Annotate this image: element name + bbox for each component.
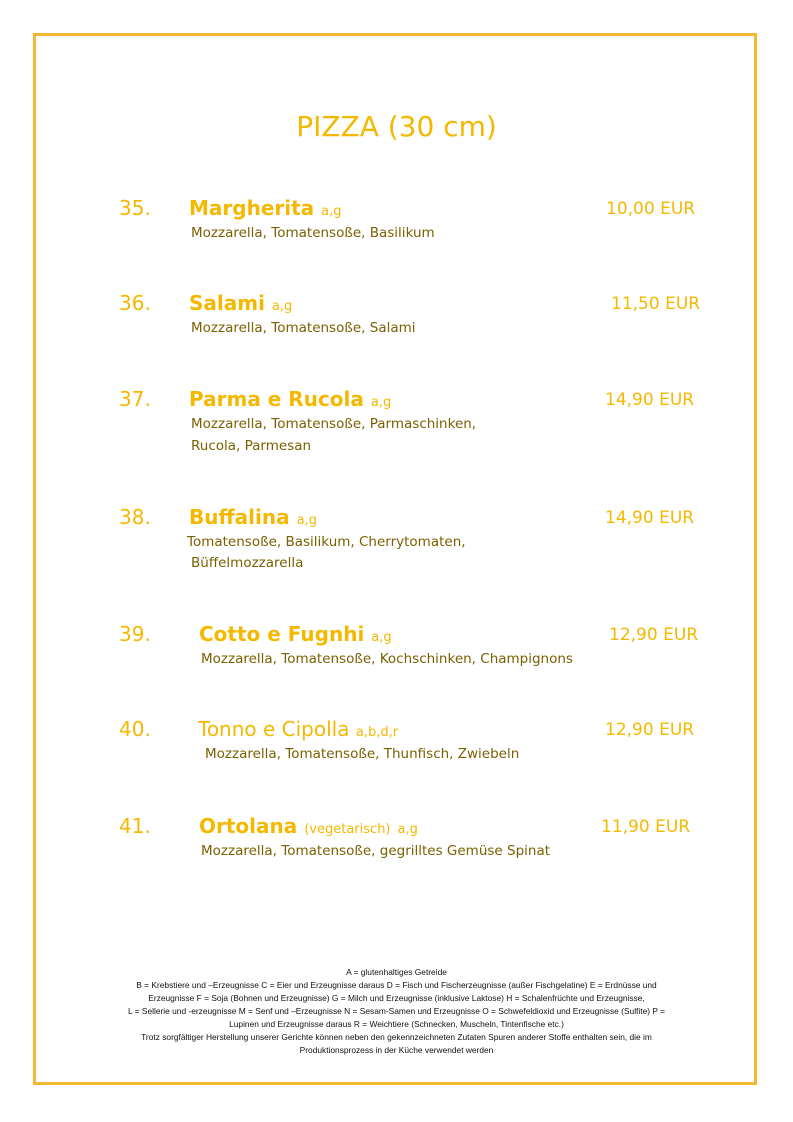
item-note: (vegetarisch) <box>304 822 391 837</box>
item-number: 36. <box>119 291 151 315</box>
item-name: Buffalina a,g <box>189 505 317 529</box>
menu-title: PIZZA (30 cm) <box>296 110 497 143</box>
legend-line: Erzeugnisse F = Soja (Bohnen und Erzeugnisse) G = Milch und Erzeugnisse (inklusive Laktose) H = Schalenfrüchte und Erzeugnisse, <box>148 993 645 1003</box>
item-allergens: a,b,d,r <box>355 725 399 740</box>
item-allergens: a,g <box>370 395 392 410</box>
allergen-legend <box>80 966 713 1057</box>
item-allergens: a,g <box>321 204 342 219</box>
item-allergens: a,g <box>397 822 418 837</box>
item-number: 39. <box>119 622 151 646</box>
page-border <box>33 33 757 1085</box>
item-name: Ortolana (vegetarisch) a,g <box>199 814 418 838</box>
item-allergens: a,g <box>371 630 392 645</box>
legend-line: L = Sellerie und -erzeugnisse M = Senf und –Erzeugnisse N = Sesam-Samen und Erzeugnisse O = Schwefeldioxid und Erzeugnisse (Sulfite) P = <box>128 1006 665 1016</box>
item-price: 11,90 EUR <box>601 817 691 837</box>
item-description: Mozzarella, Tomatensoße, Basilikum <box>191 225 435 241</box>
item-number: 37. <box>119 387 151 411</box>
item-allergens: a,g <box>271 299 293 314</box>
legend-line: Trotz sorgfältiger Herstellung unserer Gerichte können neben den gekennzeichneten Zutaten Spuren anderer Stoffe enthalten sein, die im <box>141 1032 652 1042</box>
item-price: 11,50 EUR <box>611 294 701 314</box>
item-allergens: a,g <box>296 513 317 528</box>
item-description: Büffelmozzarella <box>191 555 304 571</box>
item-description: Rucola, Parmesan <box>191 438 312 454</box>
item-price: 14,90 EUR <box>605 390 695 410</box>
item-description: Mozzarella, Tomatensoße, Thunfisch, Zwiebeln <box>205 746 520 762</box>
item-price: 10,00 EUR <box>606 199 696 219</box>
item-name: Cotto e Fugnhi a,g <box>199 622 392 646</box>
item-name: Tonno e Cipolla a,b,d,r <box>198 717 399 741</box>
item-description: Mozzarella, Tomatensoße, Kochschinken, Champignons <box>201 651 573 667</box>
item-number: 40. <box>119 717 151 741</box>
legend-line: Produktionsprozess in der Küche verwendet werden <box>299 1045 494 1055</box>
item-number: 35. <box>119 196 151 220</box>
item-description: Tomatensoße, Basilikum, Cherrytomaten, <box>187 534 466 550</box>
item-description: Mozzarella, Tomatensoße, Parmaschinken, <box>191 416 477 432</box>
item-description: Mozzarella, Tomatensoße, gegrilltes Gemüse Spinat <box>201 843 551 859</box>
item-name: Parma e Rucola a,g <box>189 387 392 411</box>
legend-line: B = Krebstiere und –Erzeugnisse C = Eier und Erzeugnisse daraus D = Fisch und Fischerzeugnisse (außer Fischgelatine) E = Erdnüsse und <box>136 980 657 990</box>
legend-line: A = glutenhaltiges Getreide <box>346 967 447 977</box>
item-name: Salami a,g <box>189 291 293 315</box>
item-price: 14,90 EUR <box>605 508 695 528</box>
item-number: 41. <box>119 814 151 838</box>
item-number: 38. <box>119 505 151 529</box>
legend-line: Lupinen und Erzeugnisse daraus R = Weichtiere (Schnecken, Muscheln, Tintenfische etc.) <box>229 1019 564 1029</box>
item-description: Mozzarella, Tomatensoße, Salami <box>191 320 416 336</box>
item-name: Margherita a,g <box>189 196 342 220</box>
item-price: 12,90 EUR <box>609 625 699 645</box>
item-price: 12,90 EUR <box>605 720 695 740</box>
